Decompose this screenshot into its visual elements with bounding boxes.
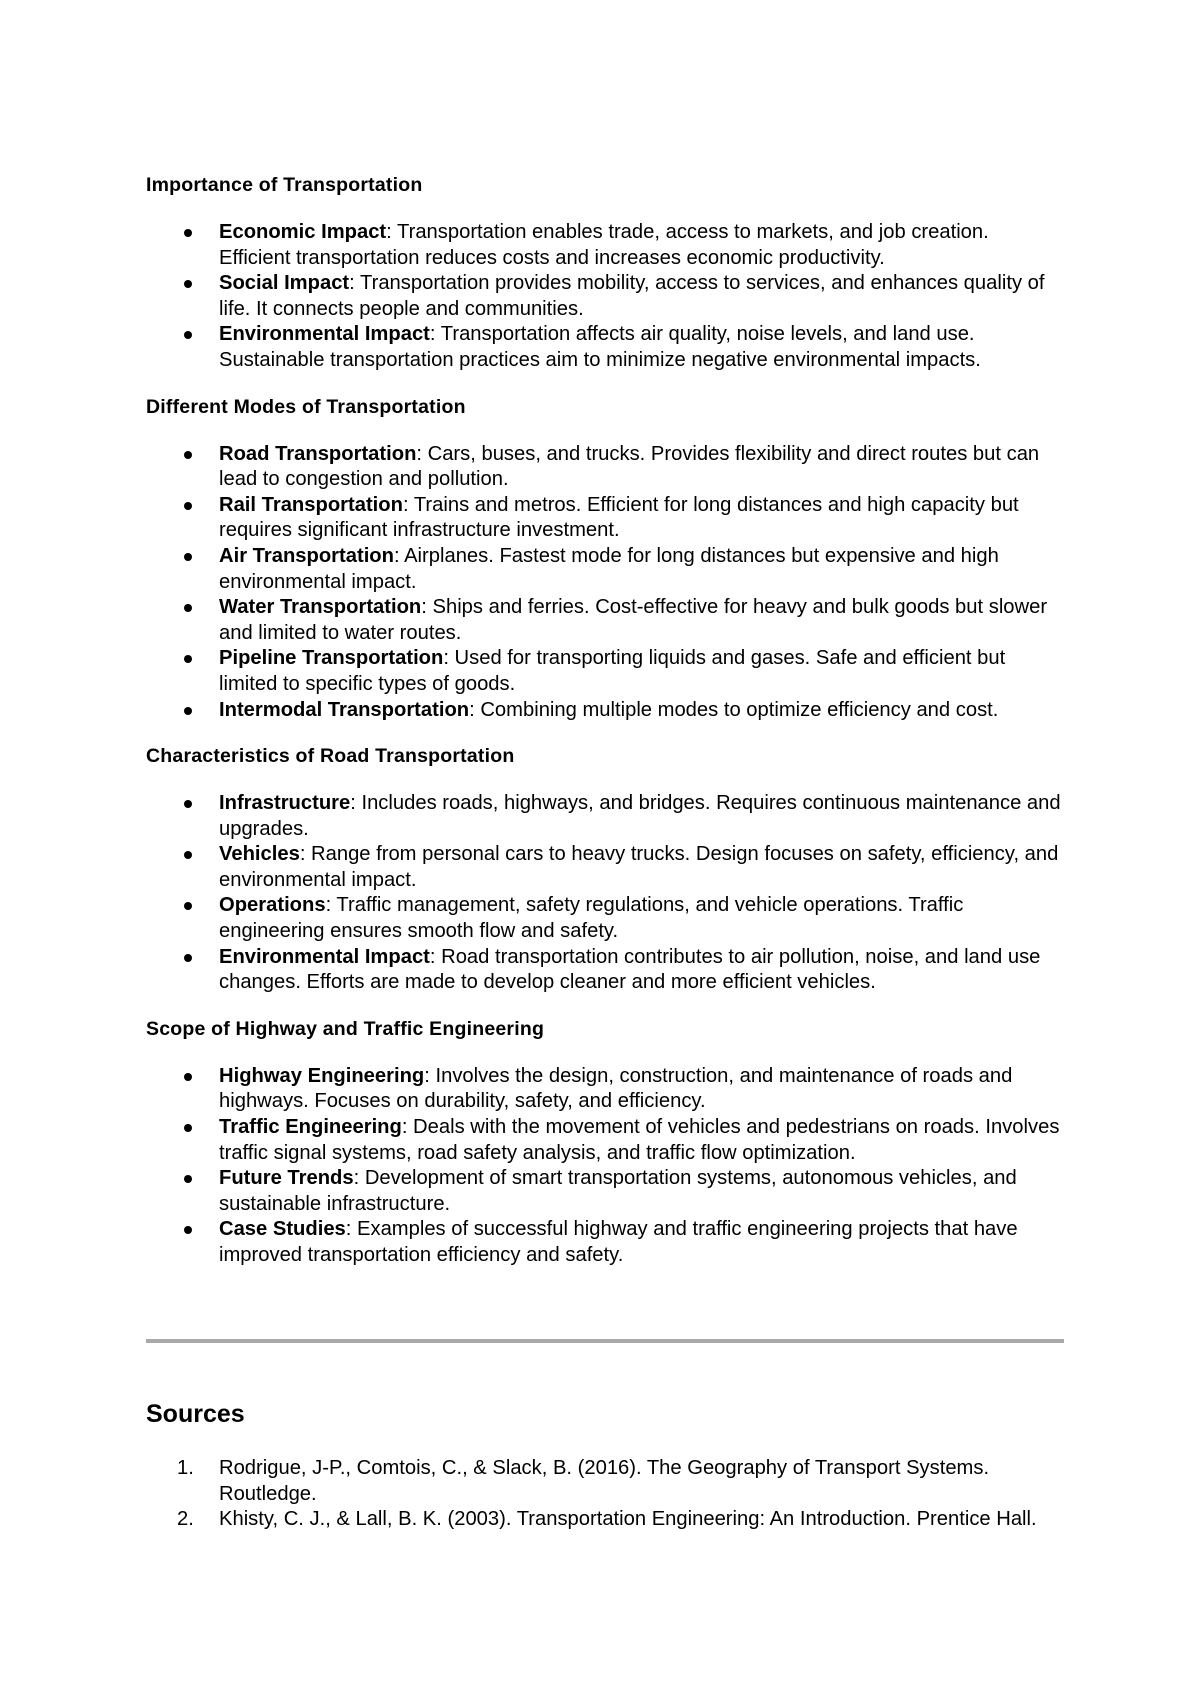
bullet-icon	[184, 451, 192, 459]
bullet-icon	[184, 280, 192, 288]
item-text: : Range from personal cars to heavy trucks. Design focuses on safety, efficiency, and environmental impact.	[219, 843, 1059, 891]
item-text: : Transportation affects air quality, noise levels, and land use. Sustainable transportation practices aim to minimize negative environmental impacts.	[219, 323, 981, 371]
list-item	[146, 698, 1064, 724]
section-modes	[146, 394, 1064, 724]
item-term: Operations	[219, 894, 326, 917]
source-number: 2.	[177, 1508, 194, 1531]
bullet-list	[146, 791, 1064, 996]
bullet-icon	[184, 502, 192, 510]
list-item	[146, 1064, 1064, 1115]
item-text: : Used for transporting liquids and gases. Safe and efficient but limited to specific types of goods.	[219, 647, 1006, 695]
item-term: Traffic Engineering	[219, 1116, 402, 1139]
bullet-icon	[184, 553, 192, 561]
list-item	[146, 893, 1064, 944]
section-heading: Importance of Transportation	[146, 174, 423, 196]
item-text: : Combining multiple modes to optimize efficiency and cost.	[469, 698, 999, 721]
list-item	[146, 595, 1064, 646]
section-scope	[146, 1016, 1064, 1269]
bullet-icon	[184, 851, 192, 859]
bullet-icon	[184, 1124, 192, 1132]
list-item	[146, 842, 1064, 893]
source-text: Rodrigue, J-P., Comtois, C., & Slack, B. (2016). The Geography of Transport Systems. Routledge.	[219, 1457, 990, 1505]
item-term: Vehicles	[219, 843, 300, 866]
item-term: Road Transportation	[219, 442, 417, 465]
section-heading: Characteristics of Road Transportation	[146, 745, 515, 768]
item-term: Environmental Impact	[219, 945, 430, 968]
horizontal-rule	[146, 1339, 1064, 1343]
item-text: : Road transportation contributes to air pollution, noise, and land use changes. Efforts are made to develop cleaner and more efficient vehicles.	[219, 945, 1041, 994]
sources-heading: Sources	[146, 1400, 245, 1428]
item-term: Highway Engineering	[219, 1064, 425, 1087]
list-item	[146, 271, 1064, 322]
bullet-icon	[184, 1175, 192, 1183]
list-item	[146, 1166, 1064, 1217]
section-importance	[146, 172, 1064, 374]
list-item	[146, 1217, 1064, 1268]
bullet-icon	[184, 800, 192, 808]
list-item	[146, 442, 1064, 493]
item-term: Water Transportation	[219, 596, 422, 619]
bullet-list	[146, 220, 1064, 374]
bullet-list	[146, 442, 1064, 724]
list-item	[146, 493, 1064, 544]
bullet-icon	[184, 604, 192, 612]
section-road-characteristics	[146, 743, 1064, 996]
source-number: 1.	[177, 1457, 194, 1479]
item-text: : Airplanes. Fastest mode for long distances but expensive and high environmental impact.	[219, 544, 999, 593]
item-text: : Transportation provides mobility, access to services, and enhances quality of life. It connects people and communities.	[219, 272, 1045, 320]
source-item	[146, 1507, 1064, 1533]
bullet-icon	[184, 902, 192, 910]
list-item	[146, 220, 1064, 271]
bullet-icon	[184, 229, 192, 237]
sources-list	[146, 1456, 1064, 1533]
source-text: Khisty, C. J., & Lall, B. K. (2003). Transportation Engineering: An Introduction. Prentice Hall.	[219, 1508, 1037, 1531]
bullet-icon	[184, 1226, 192, 1234]
section-heading: Scope of Highway and Traffic Engineering	[146, 1017, 545, 1040]
item-text: : Trains and metros. Efficient for long distances and high capacity but requires significant infrastructure investment.	[219, 493, 1019, 542]
item-term: Pipeline Transportation	[219, 647, 444, 670]
item-term: Environmental Impact	[219, 323, 430, 346]
bullet-icon	[184, 954, 192, 962]
item-text: : Includes roads, highways, and bridges. Requires continuous maintenance and upgrades.	[219, 792, 1061, 840]
list-item	[146, 791, 1064, 842]
item-term: Intermodal Transportation	[219, 698, 470, 721]
item-text: : Traffic management, safety regulations, and vehicle operations. Traffic engineering ensures smooth flow and safety.	[219, 894, 964, 943]
bullet-icon	[184, 331, 192, 339]
section-heading: Different Modes of Transportation	[146, 395, 466, 418]
item-term: Air Transportation	[219, 544, 394, 567]
item-term: Case Studies	[219, 1218, 346, 1241]
list-item	[146, 945, 1064, 996]
list-item	[146, 646, 1064, 697]
list-item	[146, 322, 1064, 373]
item-text: : Ships and ferries. Cost-effective for heavy and bulk goods but slower and limited to water routes.	[219, 596, 1048, 644]
item-text: : Involves the design, construction, and maintenance of roads and highways. Focuses on durability, safety, and efficiency.	[219, 1064, 1013, 1113]
item-term: Future Trends	[219, 1167, 354, 1190]
item-text: : Deals with the movement of vehicles and pedestrians on roads. Involves traffic signal systems, road safety analysis, and traffic flow optimization.	[219, 1116, 1060, 1164]
bullet-icon	[184, 1073, 192, 1081]
list-item	[146, 1115, 1064, 1166]
item-term: Rail Transportation	[219, 493, 403, 516]
bullet-icon	[184, 655, 192, 663]
item-term: Social Impact	[219, 272, 350, 295]
bullet-icon	[184, 707, 192, 715]
item-term: Infrastructure	[219, 792, 351, 815]
bullet-list	[146, 1064, 1064, 1269]
source-item	[146, 1456, 1064, 1507]
list-item	[146, 544, 1064, 595]
document-body	[146, 172, 1064, 1289]
item-text: : Examples of successful highway and traffic engineering projects that have improved transportation efficiency and safety.	[219, 1218, 1018, 1266]
item-text: : Cars, buses, and trucks. Provides flexibility and direct routes but can lead to congestion and pollution.	[219, 442, 1040, 491]
item-term: Economic Impact	[219, 221, 387, 243]
item-text: : Transportation enables trade, access to markets, and job creation. Efficient transportation reduces costs and increases economic productivity.	[219, 221, 989, 269]
item-text: : Development of smart transportation systems, autonomous vehicles, and sustainable infrastructure.	[219, 1167, 1017, 1215]
